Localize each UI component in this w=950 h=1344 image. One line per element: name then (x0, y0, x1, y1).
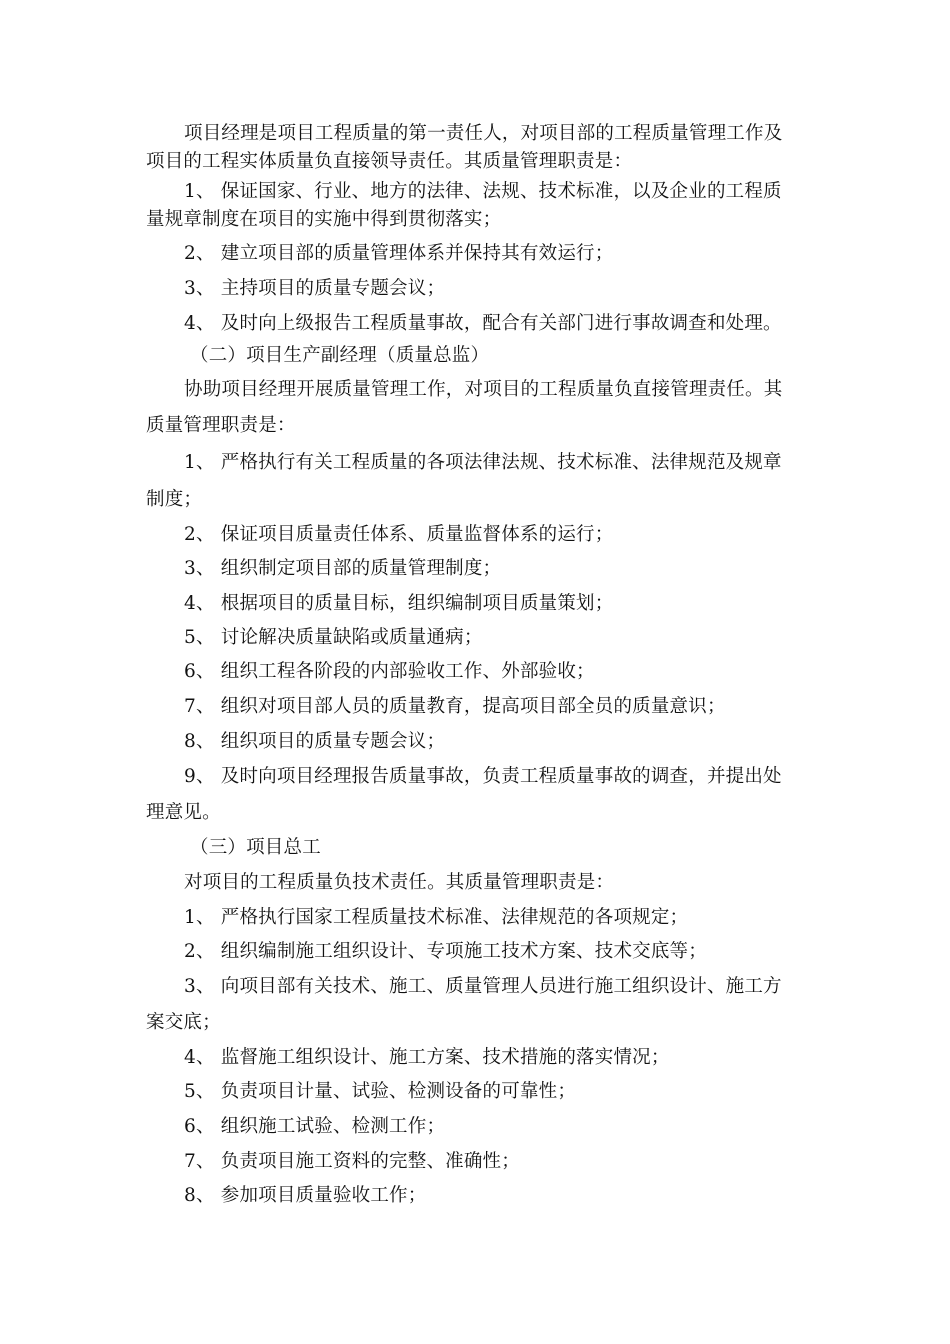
paragraph-line: 案交底； (146, 1012, 221, 1033)
list-item: 4、 监督施工组织设计、施工方案、技术措施的落实情况； (184, 1047, 670, 1068)
paragraph-line: 量规章制度在项目的实施中得到贯彻落实； (146, 209, 502, 230)
section-heading: （二）项目生产副经理（质量总监） (190, 345, 490, 366)
list-item: 6、 组织工程各阶段的内部验收工作、外部验收； (184, 661, 595, 682)
list-item: 2、 保证项目质量责任体系、质量监督体系的运行； (184, 524, 614, 545)
list-item: 3、 主持项目的质量专题会议； (184, 278, 446, 299)
paragraph-line: 项目经理是项目工程质量的第一责任人，对项目部的工程质量管理工作及 (184, 123, 783, 144)
list-item: 1、 严格执行有关工程质量的各项法律法规、技术标准、法律规范及规章 (184, 452, 782, 473)
list-item: 4、 根据项目的质量目标，组织编制项目质量策划； (184, 593, 614, 614)
paragraph-line: 理意见。 (146, 802, 221, 823)
list-item: 8、 组织项目的质量专题会议； (184, 731, 446, 752)
list-item: 5、 负责项目计量、试验、检测设备的可靠性； (184, 1081, 577, 1102)
list-item: 6、 组织施工试验、检测工作； (184, 1116, 446, 1137)
list-item: 7、 负责项目施工资料的完整、准确性； (184, 1151, 520, 1172)
list-item: 1、 严格执行国家工程质量技术标准、法律规范的各项规定； (184, 907, 689, 928)
list-item: 9、 及时向项目经理报告质量事故，负责工程质量事故的调查，并提出处 (184, 766, 782, 787)
paragraph-line: 制度； (146, 489, 203, 510)
paragraph-line: 项目的工程实体质量负直接领导责任。其质量管理职责是： (146, 151, 633, 172)
list-item: 2、 建立项目部的质量管理体系并保持其有效运行； (184, 243, 614, 264)
paragraph-line: 协助项目经理开展质量管理工作，对项目的工程质量负直接管理责任。其 (184, 379, 783, 400)
list-item: 8、 参加项目质量验收工作； (184, 1185, 427, 1206)
list-item: 4、 及时向上级报告工程质量事故，配合有关部门进行事故调查和处理。 (184, 313, 782, 334)
section-heading: （三）项目总工 (190, 837, 321, 858)
list-item: 3、 向项目部有关技术、施工、质量管理人员进行施工组织设计、施工方 (184, 976, 782, 997)
paragraph-line: 质量管理职责是： (146, 415, 296, 436)
list-item: 5、 讨论解决质量缺陷或质量通病； (184, 627, 483, 648)
list-item: 3、 组织制定项目部的质量管理制度； (184, 558, 502, 579)
list-item: 2、 组织编制施工组织设计、专项施工技术方案、技术交底等； (184, 941, 707, 962)
list-item: 1、 保证国家、行业、地方的法律、法规、技术标准，以及企业的工程质 (184, 181, 782, 202)
list-item: 7、 组织对项目部人员的质量教育，提高项目部全员的质量意识； (184, 696, 726, 717)
paragraph-line: 对项目的工程质量负技术责任。其质量管理职责是： (184, 872, 615, 893)
